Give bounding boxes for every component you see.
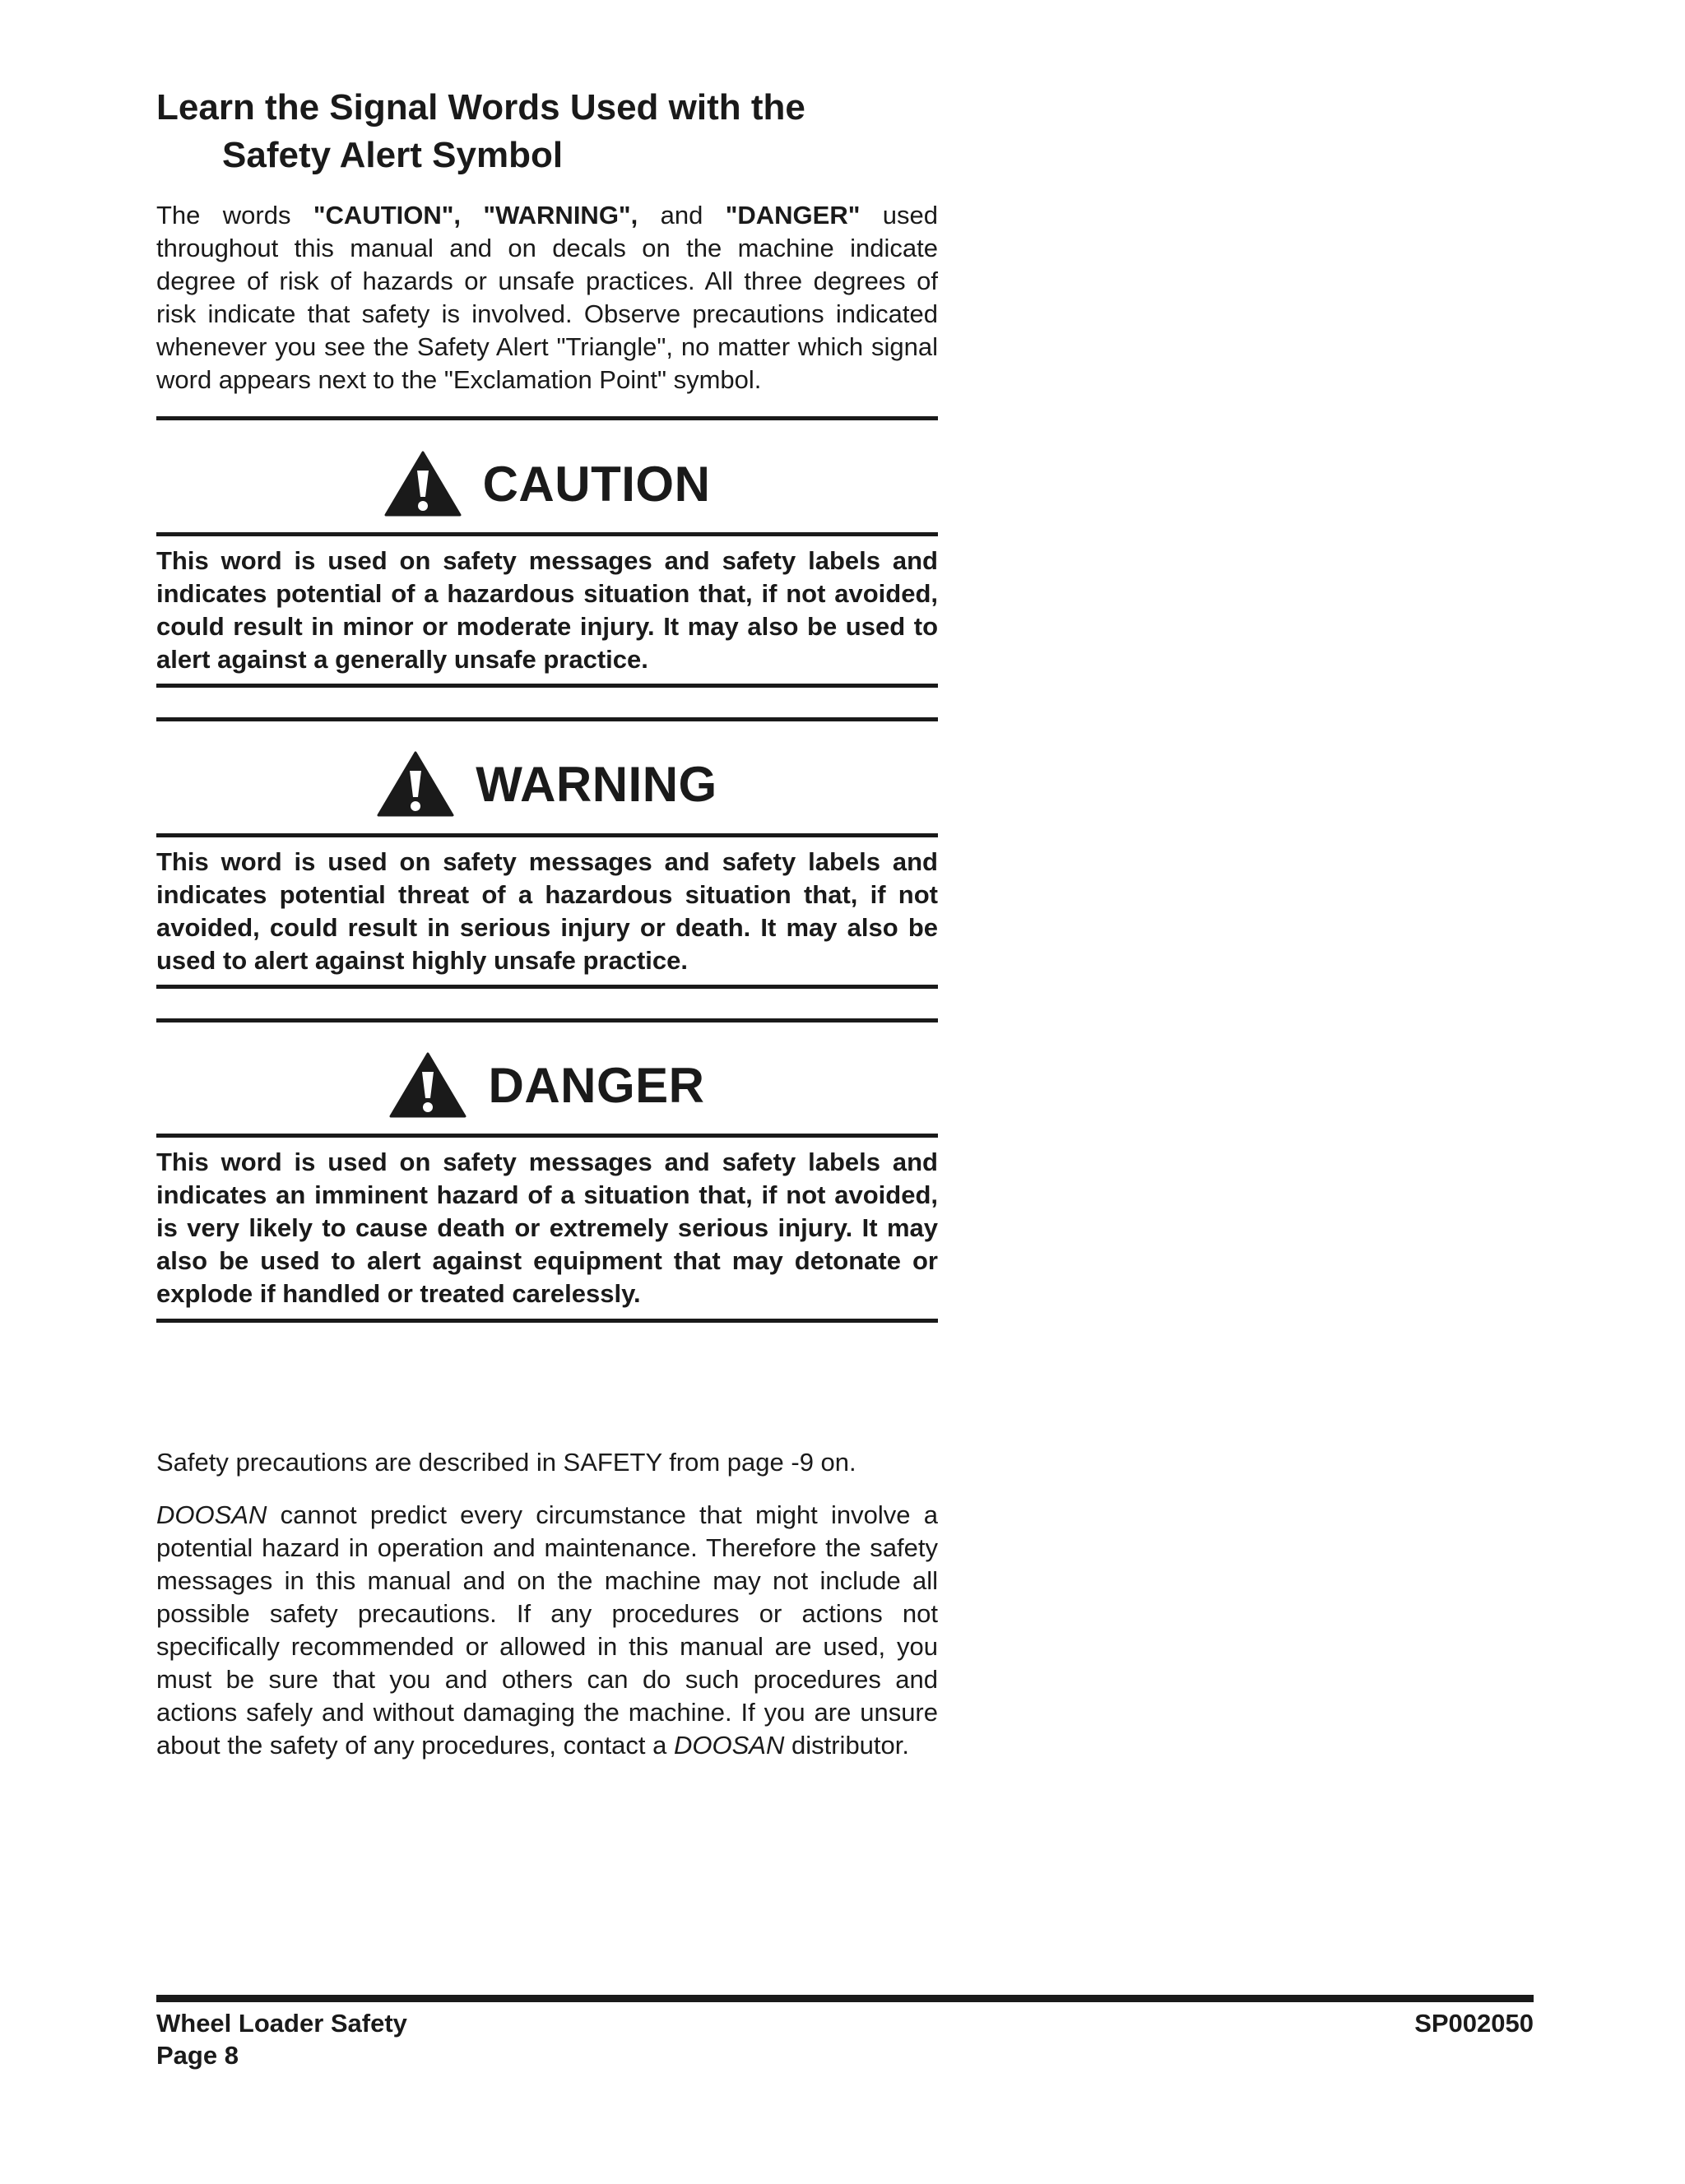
- intro-paragraph: The words "CAUTION", "WARNING", and "DANGER" used throughout this manual and on decals on the machine indicate degree of risk of hazards or unsafe practices. All three degrees of risk indicate that safety is involved. Observe precautions indicated whenever you see the Safety Alert "Triangle", no matter which signal word appears next to the "Exclamation Point" symbol.: [156, 201, 938, 394]
- warning-label: WARNING: [476, 756, 717, 812]
- precautions-paragraph: Safety precautions are described in SAFETY from page -9 on.: [156, 1448, 856, 1477]
- divider: [156, 416, 938, 420]
- brand-name: DOOSAN: [674, 1731, 785, 1760]
- divider: [156, 1018, 938, 1022]
- page-title-line-2: Safety Alert Symbol: [222, 135, 564, 175]
- footer-left: [156, 2007, 407, 2071]
- warning-triangle-icon: [384, 451, 462, 517]
- divider: [156, 684, 938, 688]
- footer-title: Wheel Loader Safety: [156, 2009, 407, 2038]
- page-number: Page 8: [156, 2041, 239, 2070]
- divider: [156, 985, 938, 989]
- signal-word-caution: "CAUTION",: [313, 201, 484, 230]
- caution-header: [156, 448, 938, 519]
- footer-rule: [156, 1995, 1534, 2002]
- document-code: SP002050: [1414, 2009, 1534, 2038]
- page-title: [156, 84, 938, 179]
- divider: [156, 532, 938, 536]
- brand-name: DOOSAN: [156, 1500, 267, 1529]
- divider: [156, 717, 938, 721]
- signal-word-warning: "WARNING",: [483, 201, 638, 230]
- danger-header: [156, 1050, 938, 1120]
- footer-right: [1414, 2007, 1534, 2039]
- divider: [156, 1319, 938, 1323]
- signal-word-danger: "DANGER": [725, 201, 861, 230]
- divider: [156, 833, 938, 837]
- divider: [156, 1134, 938, 1138]
- danger-description: This word is used on safety messages and safety labels and indicates an imminent hazard of a situation that, if not avoided, is very likely to cause death or extremely serious injury. It may also be used to alert against equipment that may detonate or explode if handled or treated carelessly.: [156, 1148, 938, 1308]
- caution-description: This word is used on safety messages and safety labels and indicates potential of a hazardous situation that, if not avoided, could result in minor or moderate injury. It may also be used to alert against a generally unsafe practice.: [156, 546, 938, 674]
- page-title-line-1: Learn the Signal Words Used with the: [156, 87, 805, 128]
- danger-label: DANGER: [488, 1057, 705, 1113]
- warning-triangle-icon: [377, 751, 454, 817]
- warning-triangle-icon: [389, 1052, 467, 1118]
- doosan-paragraph: DOOSAN cannot predict every circumstance that might involve a potential hazard in operation and maintenance. Therefore the safety messages in this manual and on the machine may not include all possible safety precautions. If any procedures or actions not specifically recommended or allowed in this manual are used, you must be sure that you and others can do such procedures and actions safely and without damaging the machine. If you are unsure about the safety of any procedures, contact a DOOSAN distributor.: [156, 1500, 938, 1760]
- caution-label: CAUTION: [482, 456, 711, 512]
- warning-header: [156, 749, 938, 819]
- warning-description: This word is used on safety messages and safety labels and indicates potential threat of a hazardous situation that, if not avoided, could result in serious injury or death. It may also be used to alert against highly unsafe practice.: [156, 847, 938, 975]
